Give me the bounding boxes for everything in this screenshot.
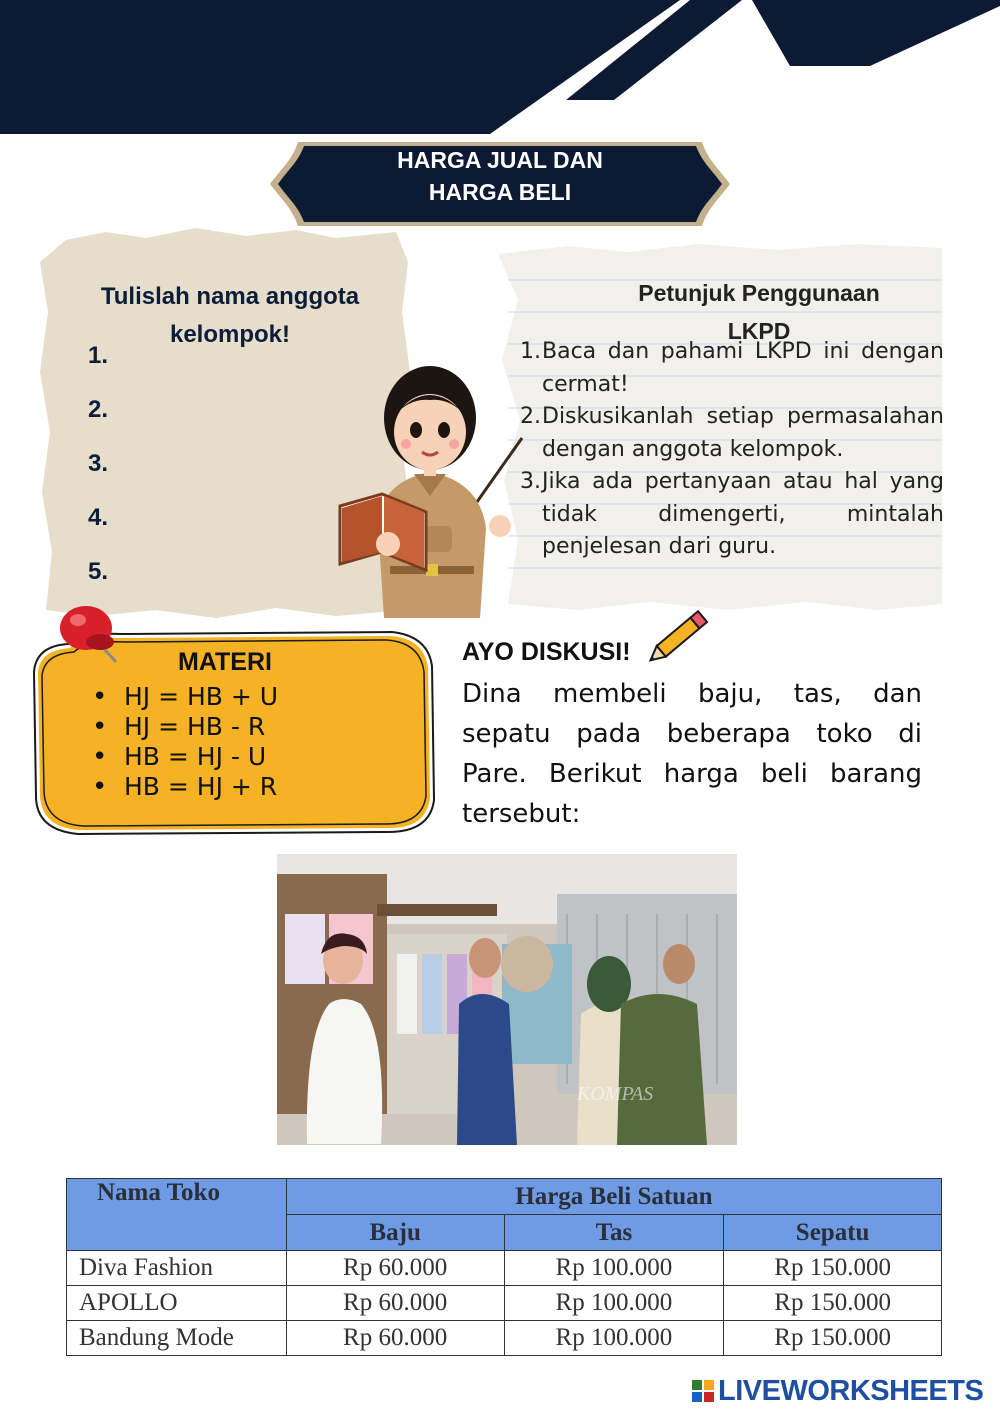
- materi-title: MATERI: [178, 648, 272, 676]
- photo-watermark: KOMPAS: [577, 1083, 654, 1105]
- guide-list: [520, 336, 944, 564]
- guide-title-line2: LKPD: [727, 318, 791, 344]
- diskusi-text: Dina membeli baju, tas, dan sepatu pada beberapa toko di Pare. Berikut harga beli barang tersebut:: [462, 679, 922, 829]
- member-number-3: 3.: [88, 450, 109, 477]
- guide-item: [520, 401, 944, 466]
- pencil-icon: [646, 604, 716, 668]
- members-title: [80, 278, 380, 354]
- store-name: Bandung Mode: [67, 1321, 287, 1356]
- page-title: [268, 144, 732, 208]
- header-decoration: [0, 0, 1000, 140]
- page-title-line2: HARGA BELI: [428, 179, 572, 205]
- price-cell: Rp 60.000: [286, 1321, 504, 1356]
- materi-item: • HB = HJ - U: [92, 742, 278, 772]
- table-header-tas: Tas: [504, 1215, 724, 1251]
- table-row: [67, 1286, 942, 1321]
- logo-text: LIVEWORKSHEETS: [718, 1374, 984, 1407]
- guide-item-text: Jika ada pertanyaan atau hal yang tidak dimengerti, mintalah penjelesan dari guru.: [542, 469, 944, 559]
- guide-item-number: 2.: [520, 404, 541, 429]
- store-name: APOLLO: [67, 1286, 287, 1321]
- price-cell: Rp 100.000: [504, 1251, 724, 1286]
- price-cell: Rp 150.000: [724, 1251, 942, 1286]
- table-header-sepatu: Sepatu: [724, 1215, 942, 1251]
- members-title-line1: Tulislah nama anggota: [100, 283, 360, 310]
- page-title-line1: HARGA JUAL DAN: [397, 147, 603, 173]
- price-cell: Rp 150.000: [724, 1321, 942, 1356]
- price-cell: Rp 60.000: [286, 1286, 504, 1321]
- member-number-1: 1.: [88, 342, 109, 369]
- table-row: [67, 1321, 942, 1356]
- materi-item: • HJ = HB + U: [92, 682, 278, 712]
- table-row: [67, 1251, 942, 1286]
- member-number-5: 5.: [88, 558, 109, 585]
- materi-item: • HB = HJ + R: [92, 772, 278, 802]
- table-header-group: Harga Beli Satuan: [286, 1179, 941, 1215]
- member-number-2: 2.: [88, 396, 109, 423]
- price-cell: Rp 150.000: [724, 1286, 942, 1321]
- liveworksheets-logo-icon: [692, 1380, 714, 1402]
- price-table: [66, 1178, 942, 1356]
- price-cell: Rp 100.000: [504, 1286, 724, 1321]
- guide-title-line1: Petunjuk Penggunaan: [638, 280, 880, 306]
- push-pin-icon: [50, 600, 130, 670]
- guide-item-number: 3.: [520, 469, 541, 494]
- members-title-line2: kelompok!: [169, 321, 291, 348]
- diskusi-title: AYO DISKUSI!: [462, 638, 631, 666]
- materi-list: [92, 682, 278, 802]
- table-header-store: Nama Toko: [67, 1179, 287, 1251]
- store-name: Diva Fashion: [67, 1251, 287, 1286]
- table-header-baju: Baju: [286, 1215, 504, 1251]
- guide-item-number: 1.: [520, 339, 541, 364]
- liveworksheets-logo[interactable]: [692, 1374, 983, 1408]
- materi-item: • HJ = HB - R: [92, 712, 278, 742]
- guide-item: [520, 466, 944, 564]
- price-cell: Rp 60.000: [286, 1251, 504, 1286]
- price-cell: Rp 100.000: [504, 1321, 724, 1356]
- teacher-illustration: [330, 356, 530, 618]
- member-number-4: 4.: [88, 504, 109, 531]
- guide-item: [520, 336, 944, 401]
- guide-item-text: Diskusikanlah setiap permasalahan dengan anggota kelompok.: [542, 404, 944, 462]
- guide-item-text: Baca dan pahami LKPD ini dengan cermat!: [542, 339, 944, 397]
- shop-photo: [277, 854, 737, 1145]
